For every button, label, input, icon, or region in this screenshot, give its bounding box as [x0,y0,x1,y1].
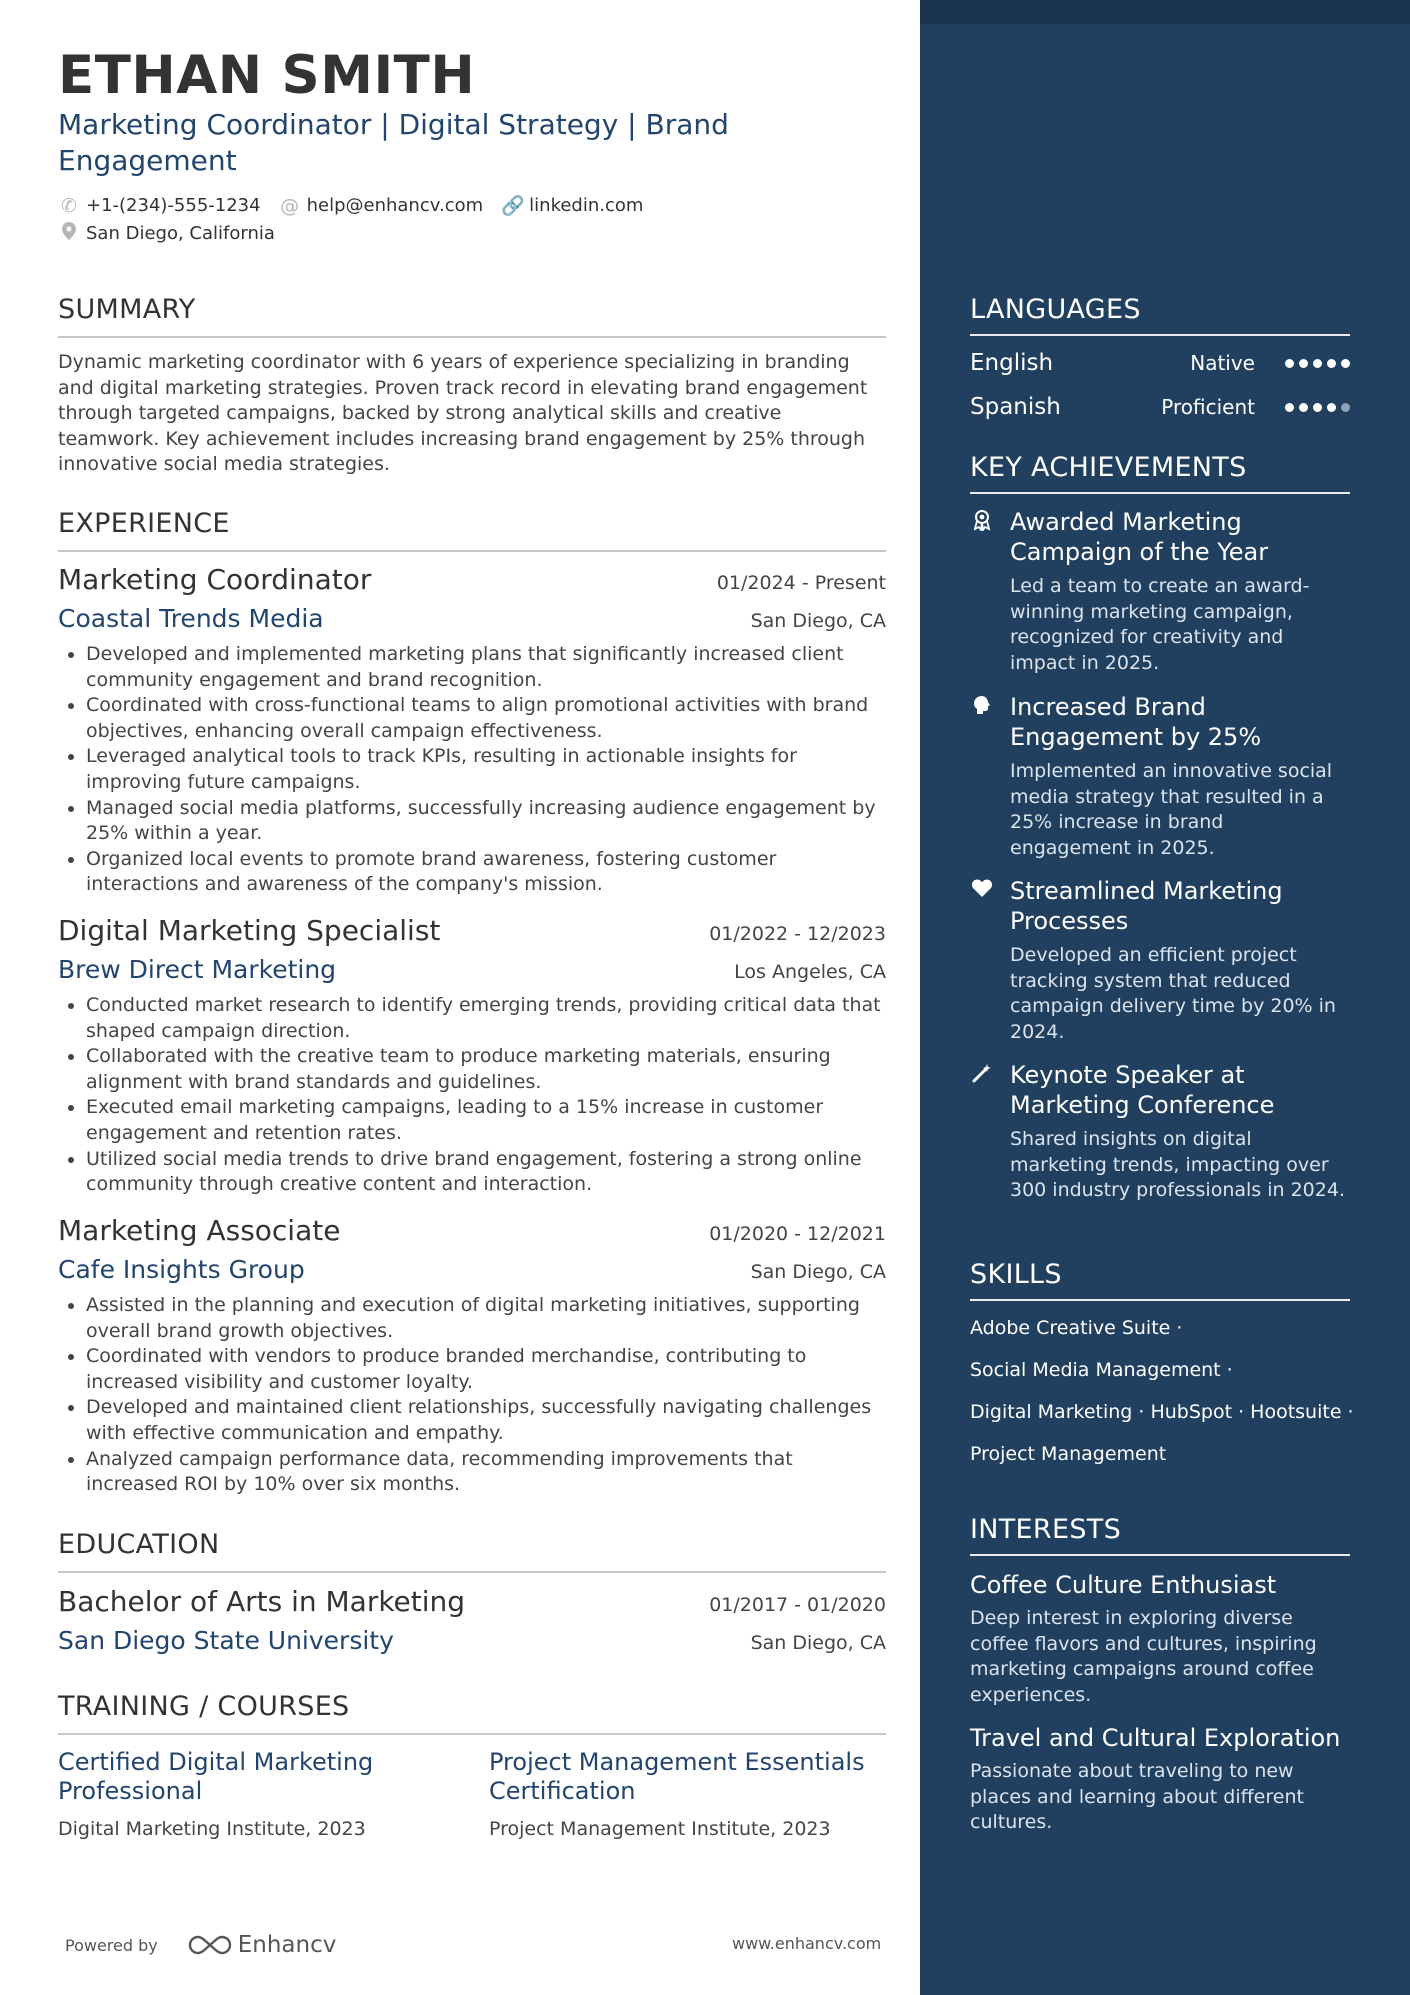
job-1 [58,562,886,898]
rating-dot-filled [1313,359,1322,368]
contact-linkedin[interactable]: 🔗 linkedin.com [501,195,644,217]
interest-2 [970,1723,1350,1836]
candidate-tagline: Marketing Coordinator | Digital Strategy | Brand Engagement [58,108,729,177]
rating-dot-filled [1285,359,1294,368]
bullet: • Coordinated with cross-functional teams to align promotional activities with brand objectives, enhancing overall campaign effectiveness. [86,693,886,744]
enhancv-logo[interactable]: Enhancv [186,1932,337,1958]
job-company: Coastal Trends Media [58,604,324,633]
job-location: San Diego, CA [750,1261,886,1283]
achievement-4 [970,1060,1350,1204]
interest-desc: Deep interest in exploring diverse coffee flavors and cultures, inspiring marketing campaigns around coffee experiences. [970,1607,1317,1706]
achievement-title: Keynote Speaker at Marketing Conference [1010,1061,1275,1119]
award-ribbon-icon [970,509,994,536]
sidebar-top-band [920,0,1410,24]
achievement-desc: Led a team to create an award-winning marketing campaign, recognized for creativity and impact in 2025. [1010,575,1310,674]
language-rating [1285,359,1350,368]
footer-url[interactable]: www.enhancv.com [732,1934,882,1953]
bullet: • Collaborated with the creative team to produce marketing materials, ensuring alignment with brand standards and guidelines. [86,1044,886,1095]
interests-heading: INTERESTS [970,1514,1350,1556]
job-company: Brew Direct Marketing [58,955,337,984]
language-english [970,350,1350,376]
job-date: 01/2022 - 12/2023 [709,923,886,945]
contact-location-row [58,222,293,245]
bullet: • Executed email marketing campaigns, leading to a 15% increase in customer engagement and retention rates. [86,1095,886,1146]
education-heading: EDUCATION [58,1529,886,1573]
skill-line: Social Media Management · [970,1359,1233,1381]
course-2 [489,1748,889,1840]
powered-by-label: Powered by [65,1935,158,1955]
enhancv-logo-icon [186,1933,234,1957]
job-bullets [58,642,886,898]
interest-desc: Passionate about traveling to new places and learning about different cultures. [970,1760,1304,1834]
interest-title: Coffee Culture Enthusiast [970,1571,1277,1599]
link-icon: 🔗 [501,195,525,217]
bullet: • Analyzed campaign performance data, recommending improvements that increased ROI by 10% over six months. [86,1447,886,1498]
education-date: 01/2017 - 01/2020 [709,1594,886,1616]
achievement-title: Increased Brand Engagement by 25% [1010,693,1262,751]
rating-dot-filled [1327,359,1336,368]
training-heading: TRAINING / COURSES [58,1691,886,1735]
bullet: • Conducted market research to identify emerging trends, providing critical data that shaped campaign direction. [86,993,886,1044]
course-1 [58,1748,458,1840]
bullet: • Managed social media platforms, successfully increasing audience engagement by 25% within a year. [86,796,886,847]
skill-line: Adobe Creative Suite · [970,1317,1183,1339]
achievement-desc: Shared insights on digital marketing trends, impacting over 300 industry professionals in 2024. [1010,1128,1345,1202]
summary-heading: SUMMARY [58,294,886,338]
achievement-title: Streamlined Marketing Processes [1010,877,1283,935]
rating-dot-filled [1299,403,1308,412]
map-pin-icon [58,222,80,245]
language-name: English [970,350,1054,376]
bullet: • Assisted in the planning and execution of digital marketing initiatives, supporting overall brand growth objectives. [86,1293,886,1344]
course-title: Project Management Essentials Certification [489,1748,865,1805]
job-title: Marketing Coordinator [58,563,372,596]
skill-line: Project Management [970,1443,1167,1465]
language-spanish [970,394,1350,420]
education-entry [58,1584,886,1658]
job-3 [58,1213,886,1498]
achievements-heading: KEY ACHIEVEMENTS [970,452,1350,494]
rating-dot-filled [1313,403,1322,412]
skill-line: Digital Marketing · HubSpot · Hootsuite · [970,1401,1354,1423]
contact-phone: ✆ +1-(234)-555-1234 [58,195,261,217]
job-title: Marketing Associate [58,1214,341,1247]
achievement-desc: Developed an efficient project tracking system that reduced campaign delivery time by 20% in 2024. [1010,944,1336,1043]
course-title: Certified Digital Marketing Professional [58,1748,374,1805]
bullet: • Developed and maintained client relationships, successfully navigating challenges with effective communication and empathy. [86,1395,886,1446]
school-location: San Diego, CA [750,1632,886,1654]
bullet: • Developed and implemented marketing plans that significantly increased client community engagement and brand recognition. [86,642,886,693]
language-name: Spanish [970,394,1061,420]
contact-location: San Diego, California [58,222,275,245]
language-level: Native [1190,351,1255,375]
phone-icon: ✆ [61,194,77,217]
job-bullets [58,1293,886,1498]
job-location: Los Angeles, CA [734,961,886,983]
language-rating [1285,403,1350,412]
job-company: Cafe Insights Group [58,1255,305,1284]
interest-1 [970,1570,1350,1708]
skills-heading: SKILLS [970,1259,1350,1301]
achievement-2 [970,692,1350,861]
achievement-desc: Implemented an innovative social media strategy that resulted in a 25% increase in brand engagement in 2025. [1010,760,1333,859]
school-name: San Diego State University [58,1626,394,1655]
languages-heading: LANGUAGES [970,294,1350,336]
rating-dot-filled [1327,403,1336,412]
job-title: Digital Marketing Specialist [58,914,441,947]
job-location: San Diego, CA [750,610,886,632]
rating-dot-filled [1299,359,1308,368]
bullet: • Coordinated with vendors to produce branded merchandise, contributing to increased visibility and customer loyalty. [86,1344,886,1395]
bullet: • Utilized social media trends to drive brand engagement, fostering a strong online community through creative content and interaction. [86,1147,886,1198]
rating-dot-empty [1341,403,1350,412]
at-icon: @ [280,194,300,217]
heart-icon [970,878,994,903]
achievement-3 [970,876,1350,1045]
interest-title: Travel and Cultural Exploration [970,1724,1341,1752]
rating-dot-filled [1341,359,1350,368]
summary-text: Dynamic marketing coordinator with 6 years of experience specializing in branding and digital marketing strategies. Proven track record in elevating brand engagement through targeted campaigns, backed by strong analytical skills and creative teamwork. Key achievement includes increasing brand engagement by 25% through innovative social media strategies. [58,351,868,476]
contact-row [58,194,661,217]
achievement-title: Awarded Marketing Campaign of the Year [1010,508,1269,566]
bullet: • Organized local events to promote brand awareness, fostering customer interactions and awareness of the company's mission. [86,847,886,898]
brain-icon [970,694,994,721]
candidate-name: ETHAN SMITH [58,45,476,106]
sidebar [920,0,1410,1995]
course-source: Digital Marketing Institute, 2023 [58,1818,366,1840]
rating-dot-filled [1285,403,1294,412]
degree-title: Bachelor of Arts in Marketing [58,1585,466,1618]
magic-wand-icon [970,1062,994,1089]
job-2 [58,913,886,1198]
job-date: 01/2020 - 12/2021 [709,1223,886,1245]
job-bullets [58,993,886,1198]
language-level: Proficient [1161,395,1255,419]
contact-email[interactable]: @ help@enhancv.com [280,194,484,217]
experience-heading: EXPERIENCE [58,508,886,552]
achievement-1 [970,507,1350,676]
course-source: Project Management Institute, 2023 [489,1818,831,1840]
footer-powered [65,1932,336,1958]
bullet: • Leveraged analytical tools to track KPIs, resulting in actionable insights for improving future campaigns. [86,744,886,795]
job-date: 01/2024 - Present [716,572,886,594]
